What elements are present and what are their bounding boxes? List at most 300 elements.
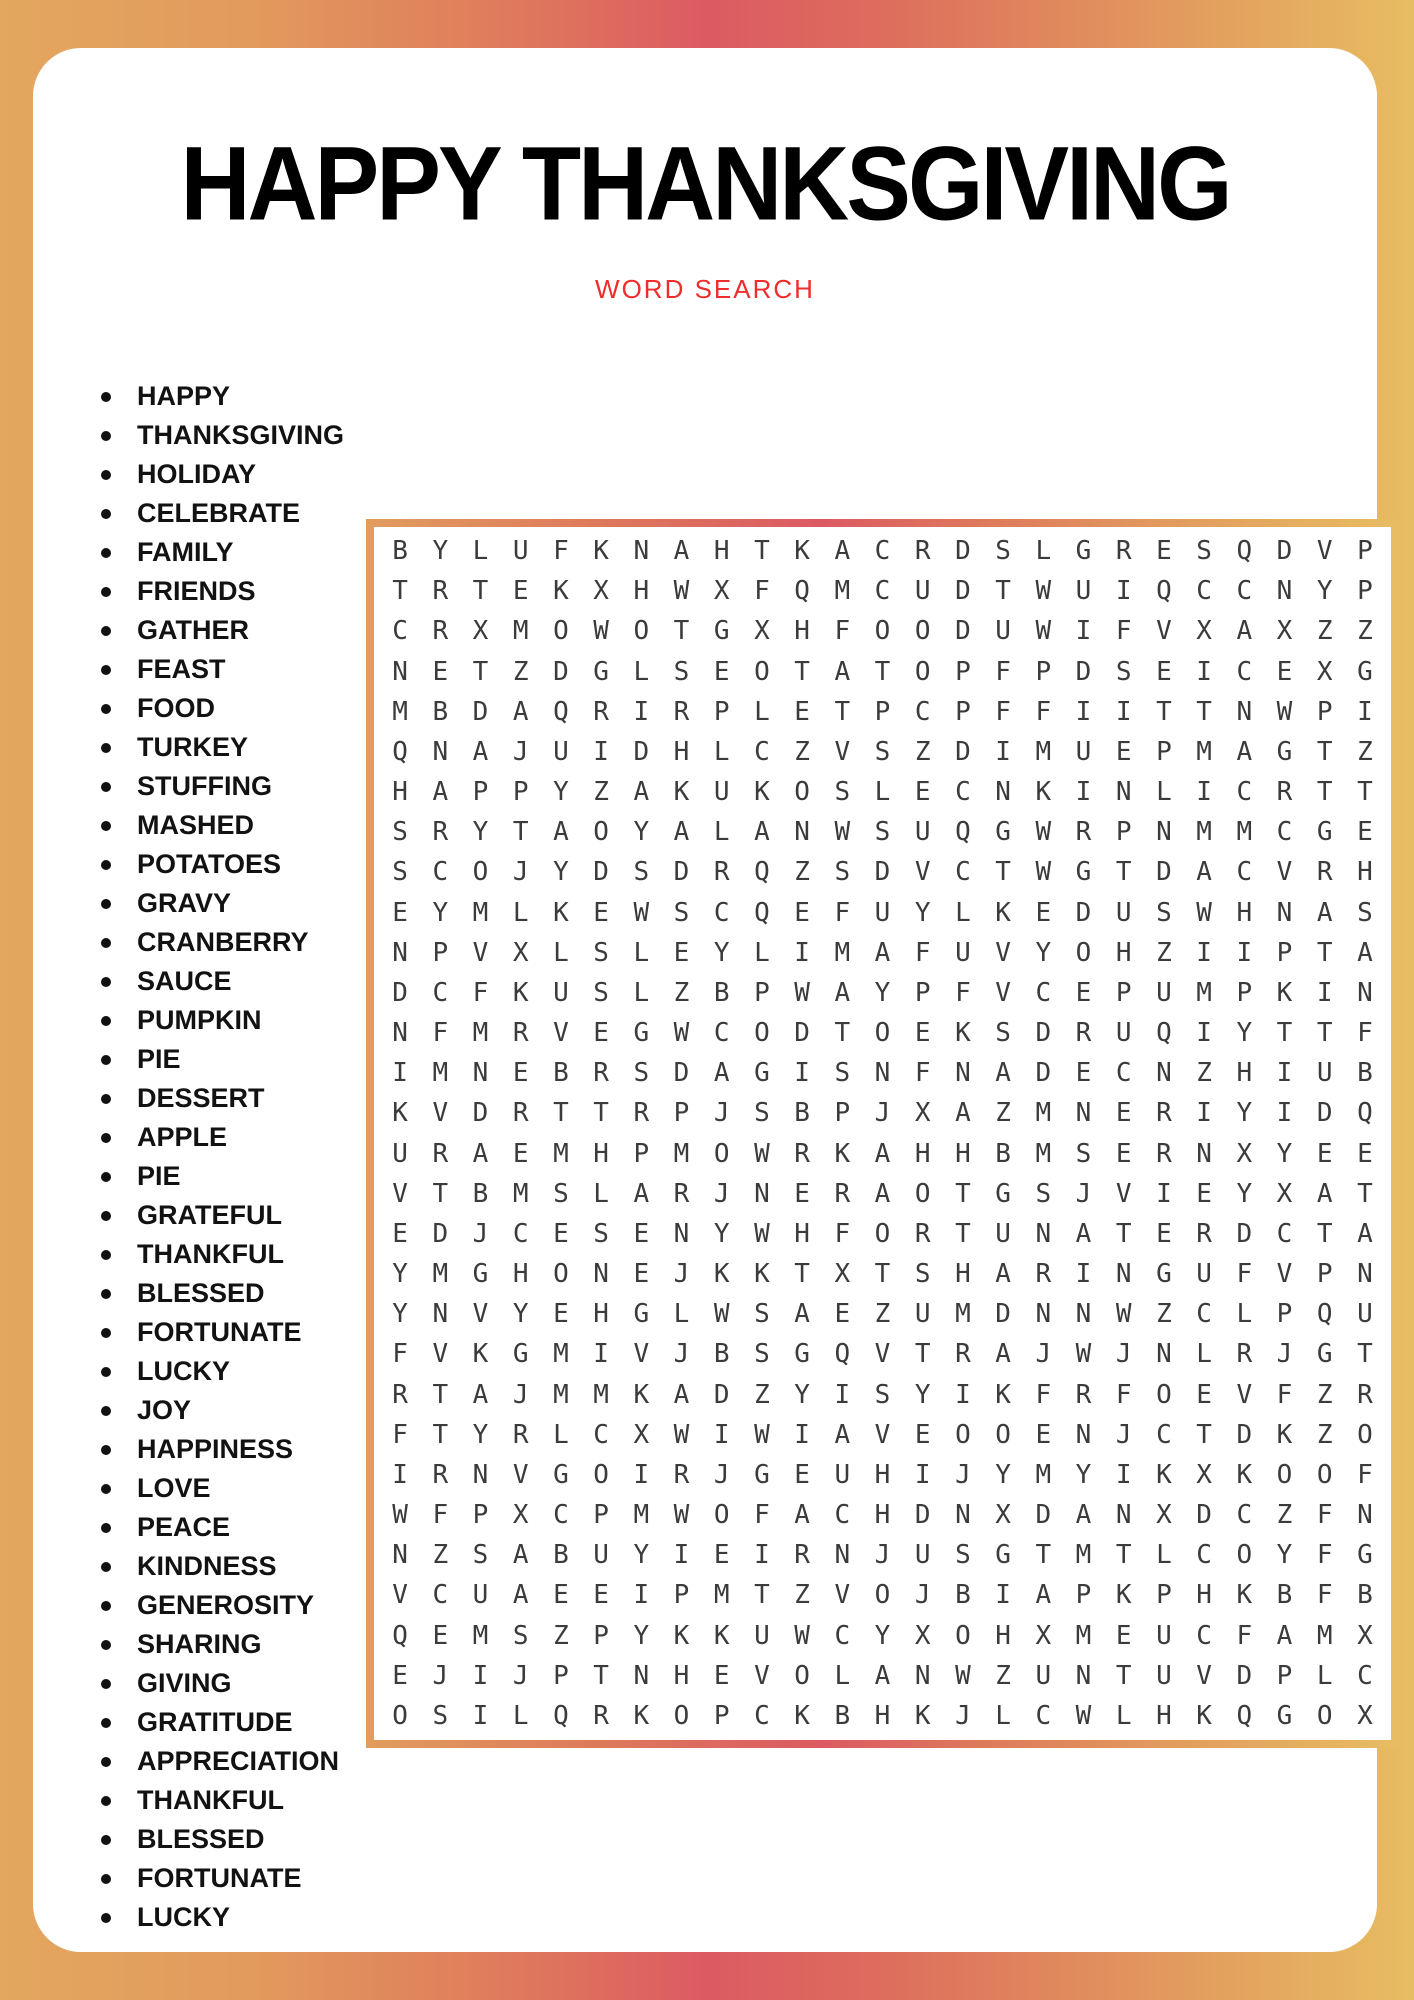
grid-letter[interactable]: N — [1357, 1259, 1373, 1290]
grid-letter[interactable]: A — [834, 656, 851, 687]
grid-letter[interactable]: I — [633, 1580, 650, 1611]
grid-letter[interactable]: D — [432, 1218, 449, 1249]
grid-letter[interactable]: C — [1236, 1500, 1253, 1531]
grid-letter[interactable]: U — [553, 977, 569, 1008]
grid-letter[interactable]: N — [472, 1058, 489, 1089]
grid-letter[interactable]: T — [1196, 1419, 1212, 1450]
grid-letter[interactable]: E — [1316, 1138, 1333, 1169]
grid-letter[interactable]: N — [1236, 696, 1253, 727]
grid-letter[interactable]: K — [1276, 977, 1293, 1008]
grid-letter[interactable]: J — [1276, 1339, 1293, 1370]
grid-letter[interactable]: Q — [955, 817, 971, 848]
grid-letter[interactable]: P — [593, 1620, 609, 1651]
grid-letter[interactable]: A — [995, 1339, 1011, 1370]
grid-letter[interactable]: C — [432, 1580, 449, 1611]
grid-letter[interactable]: P — [874, 696, 891, 727]
grid-letter[interactable]: L — [512, 1700, 529, 1731]
grid-letter[interactable]: A — [512, 1580, 529, 1611]
grid-letter[interactable]: T — [1196, 696, 1212, 727]
grid-letter[interactable]: K — [1236, 1459, 1253, 1490]
grid-letter[interactable]: P — [673, 1580, 690, 1611]
grid-letter[interactable]: H — [1236, 1058, 1253, 1089]
grid-letter[interactable]: K — [633, 1700, 650, 1731]
grid-letter[interactable]: W — [392, 1500, 408, 1531]
grid-letter[interactable]: C — [1035, 977, 1052, 1008]
grid-letter[interactable]: S — [392, 817, 408, 848]
grid-letter[interactable]: E — [633, 1218, 650, 1249]
grid-letter[interactable]: X — [914, 1098, 931, 1129]
grid-letter[interactable]: D — [1236, 1419, 1253, 1450]
grid-letter[interactable]: M — [1035, 736, 1052, 767]
grid-letter[interactable]: I — [914, 1459, 931, 1490]
grid-letter[interactable]: A — [874, 937, 891, 968]
grid-letter[interactable]: E — [1156, 656, 1172, 687]
grid-letter[interactable]: Y — [512, 1299, 529, 1330]
grid-letter[interactable]: B — [1357, 1580, 1373, 1611]
grid-letter[interactable]: R — [593, 1700, 609, 1731]
grid-letter[interactable]: H — [512, 1259, 529, 1290]
grid-letter[interactable]: Z — [1156, 937, 1172, 968]
grid-letter[interactable]: H — [874, 1500, 891, 1531]
grid-letter[interactable]: H — [593, 1299, 609, 1330]
grid-letter[interactable]: C — [1035, 1700, 1052, 1731]
grid-letter[interactable]: O — [794, 1660, 810, 1691]
grid-letter[interactable]: I — [1115, 1459, 1132, 1490]
grid-letter[interactable]: W — [754, 1419, 770, 1450]
grid-letter[interactable]: C — [874, 536, 891, 567]
grid-letter[interactable]: N — [1075, 1299, 1092, 1330]
grid-letter[interactable]: Y — [794, 1379, 810, 1410]
grid-letter[interactable]: D — [874, 857, 891, 888]
grid-letter[interactable]: T — [1316, 736, 1333, 767]
grid-letter[interactable]: D — [914, 1500, 931, 1531]
grid-letter[interactable]: L — [955, 897, 971, 928]
grid-letter[interactable]: L — [512, 897, 529, 928]
grid-letter[interactable]: D — [1075, 897, 1092, 928]
grid-letter[interactable]: A — [1236, 616, 1253, 647]
grid-letter[interactable]: R — [673, 696, 690, 727]
grid-letter[interactable]: A — [955, 1098, 971, 1129]
grid-letter[interactable]: E — [1035, 897, 1052, 928]
grid-letter[interactable]: N — [1156, 1339, 1172, 1370]
grid-letter[interactable]: T — [1357, 1339, 1373, 1370]
grid-letter[interactable]: M — [553, 1138, 569, 1169]
grid-letter[interactable]: H — [1357, 857, 1373, 888]
grid-letter[interactable]: A — [472, 1138, 489, 1169]
grid-letter[interactable]: F — [1035, 696, 1052, 727]
grid-letter[interactable]: N — [1075, 1419, 1092, 1450]
grid-letter[interactable]: O — [914, 656, 931, 687]
grid-letter[interactable]: H — [914, 1138, 931, 1169]
grid-letter[interactable]: K — [955, 1018, 971, 1049]
grid-letter[interactable]: W — [673, 1419, 690, 1450]
grid-letter[interactable]: R — [432, 1459, 449, 1490]
grid-letter[interactable]: I — [673, 1540, 690, 1571]
grid-letter[interactable]: E — [834, 1299, 851, 1330]
grid-letter[interactable]: G — [553, 1459, 569, 1490]
grid-letter[interactable]: A — [1357, 937, 1373, 968]
grid-letter[interactable]: Z — [995, 1660, 1011, 1691]
grid-letter[interactable]: S — [834, 777, 851, 808]
grid-letter[interactable]: O — [914, 616, 931, 647]
grid-letter[interactable]: P — [713, 1700, 730, 1731]
grid-letter[interactable]: F — [834, 616, 851, 647]
grid-letter[interactable]: P — [955, 656, 971, 687]
grid-letter[interactable]: R — [432, 817, 449, 848]
grid-letter[interactable]: V — [512, 1459, 529, 1490]
grid-letter[interactable]: R — [1075, 1018, 1092, 1049]
grid-letter[interactable]: H — [874, 1459, 891, 1490]
grid-letter[interactable]: P — [1357, 576, 1373, 607]
grid-letter[interactable]: E — [553, 1580, 569, 1611]
grid-letter[interactable]: R — [673, 1178, 690, 1209]
grid-letter[interactable]: H — [995, 1620, 1011, 1651]
grid-letter[interactable]: N — [432, 1299, 449, 1330]
grid-letter[interactable]: U — [553, 736, 569, 767]
grid-letter[interactable]: P — [1316, 696, 1333, 727]
grid-letter[interactable]: Y — [1236, 1178, 1253, 1209]
grid-letter[interactable]: E — [794, 696, 810, 727]
grid-letter[interactable]: N — [1156, 817, 1172, 848]
grid-letter[interactable]: F — [432, 1018, 449, 1049]
grid-letter[interactable]: Z — [914, 736, 931, 767]
grid-letter[interactable]: N — [593, 1259, 609, 1290]
grid-letter[interactable]: U — [1075, 576, 1092, 607]
grid-letter[interactable]: O — [713, 1138, 730, 1169]
grid-letter[interactable]: K — [472, 1339, 489, 1370]
grid-letter[interactable]: C — [834, 1620, 851, 1651]
grid-letter[interactable]: D — [995, 1299, 1011, 1330]
grid-letter[interactable]: K — [593, 536, 609, 567]
grid-letter[interactable]: E — [1357, 817, 1373, 848]
grid-letter[interactable]: I — [633, 696, 650, 727]
grid-letter[interactable]: B — [955, 1580, 971, 1611]
grid-letter[interactable]: P — [834, 1098, 851, 1129]
grid-letter[interactable]: W — [713, 1299, 730, 1330]
grid-letter[interactable]: C — [392, 616, 408, 647]
grid-letter[interactable]: P — [955, 696, 971, 727]
grid-letter[interactable]: U — [1156, 977, 1172, 1008]
grid-letter[interactable]: M — [1316, 1620, 1333, 1651]
grid-letter[interactable]: V — [995, 937, 1011, 968]
grid-letter[interactable]: T — [834, 696, 851, 727]
grid-letter[interactable]: D — [794, 1018, 810, 1049]
grid-letter[interactable]: T — [593, 1098, 609, 1129]
grid-letter[interactable]: R — [914, 1218, 931, 1249]
grid-letter[interactable]: K — [794, 1700, 810, 1731]
grid-letter[interactable]: O — [1316, 1700, 1333, 1731]
grid-letter[interactable]: R — [713, 857, 730, 888]
grid-letter[interactable]: R — [512, 1018, 529, 1049]
grid-letter[interactable]: I — [794, 1058, 810, 1089]
grid-letter[interactable]: P — [713, 696, 730, 727]
grid-letter[interactable]: N — [633, 1660, 650, 1691]
grid-letter[interactable]: R — [432, 1138, 449, 1169]
grid-letter[interactable]: F — [553, 536, 569, 567]
grid-letter[interactable]: M — [1035, 1459, 1052, 1490]
grid-letter[interactable]: Z — [673, 977, 690, 1008]
grid-letter[interactable]: V — [1196, 1660, 1212, 1691]
grid-letter[interactable]: J — [1035, 1339, 1052, 1370]
grid-letter[interactable]: S — [1115, 656, 1132, 687]
grid-letter[interactable]: W — [673, 576, 690, 607]
grid-letter[interactable]: F — [995, 656, 1011, 687]
grid-letter[interactable]: P — [1075, 1580, 1092, 1611]
grid-letter[interactable]: X — [472, 616, 489, 647]
grid-letter[interactable]: G — [995, 1540, 1011, 1571]
grid-letter[interactable]: L — [553, 937, 569, 968]
grid-letter[interactable]: H — [955, 1138, 971, 1169]
grid-letter[interactable]: U — [713, 777, 730, 808]
grid-letter[interactable]: D — [553, 656, 569, 687]
grid-letter[interactable]: V — [1276, 1259, 1293, 1290]
grid-letter[interactable]: T — [1357, 1178, 1373, 1209]
grid-letter[interactable]: I — [754, 1540, 770, 1571]
grid-letter[interactable]: F — [754, 1500, 770, 1531]
grid-letter[interactable]: M — [834, 937, 851, 968]
grid-letter[interactable]: N — [1357, 1500, 1373, 1531]
grid-letter[interactable]: G — [1276, 736, 1293, 767]
grid-letter[interactable]: W — [1196, 897, 1212, 928]
grid-letter[interactable]: N — [955, 1500, 971, 1531]
grid-letter[interactable]: V — [1156, 616, 1172, 647]
grid-letter[interactable]: R — [512, 1098, 529, 1129]
grid-letter[interactable]: O — [874, 1580, 891, 1611]
grid-letter[interactable]: X — [1316, 656, 1333, 687]
grid-letter[interactable]: M — [955, 1299, 971, 1330]
grid-letter[interactable]: C — [1236, 656, 1253, 687]
grid-letter[interactable]: X — [593, 576, 609, 607]
grid-letter[interactable]: L — [593, 1178, 609, 1209]
grid-letter[interactable]: X — [1357, 1700, 1373, 1731]
grid-letter[interactable]: A — [874, 1660, 891, 1691]
grid-letter[interactable]: I — [593, 1339, 609, 1370]
grid-letter[interactable]: O — [874, 616, 891, 647]
grid-letter[interactable]: F — [914, 937, 931, 968]
grid-letter[interactable]: U — [1035, 1660, 1052, 1691]
grid-letter[interactable]: F — [1357, 1459, 1373, 1490]
grid-letter[interactable]: B — [713, 977, 730, 1008]
grid-letter[interactable]: R — [1156, 1138, 1172, 1169]
grid-letter[interactable]: B — [713, 1339, 730, 1370]
grid-letter[interactable]: G — [713, 616, 730, 647]
grid-letter[interactable]: H — [713, 536, 730, 567]
grid-letter[interactable]: M — [1196, 977, 1212, 1008]
grid-letter[interactable]: H — [633, 576, 650, 607]
grid-letter[interactable]: S — [1357, 897, 1373, 928]
grid-letter[interactable]: C — [834, 1500, 851, 1531]
grid-letter[interactable]: D — [1035, 1058, 1052, 1089]
grid-letter[interactable]: R — [794, 1138, 810, 1169]
grid-letter[interactable]: I — [593, 736, 609, 767]
grid-letter[interactable]: V — [392, 1178, 408, 1209]
grid-letter[interactable]: N — [874, 1058, 891, 1089]
grid-letter[interactable]: P — [633, 1138, 650, 1169]
grid-letter[interactable]: F — [834, 897, 851, 928]
grid-letter[interactable]: V — [834, 736, 851, 767]
grid-letter[interactable]: D — [1035, 1500, 1052, 1531]
grid-letter[interactable]: P — [1357, 536, 1373, 567]
grid-letter[interactable]: J — [1075, 1178, 1092, 1209]
grid-letter[interactable]: T — [995, 857, 1011, 888]
grid-letter[interactable]: G — [1156, 1259, 1172, 1290]
grid-letter[interactable]: I — [1075, 696, 1092, 727]
grid-letter[interactable]: L — [633, 937, 650, 968]
grid-letter[interactable]: E — [1115, 1138, 1132, 1169]
grid-letter[interactable]: E — [1115, 1620, 1132, 1651]
grid-letter[interactable]: L — [1035, 536, 1052, 567]
grid-letter[interactable]: Z — [1196, 1058, 1212, 1089]
grid-letter[interactable]: J — [955, 1700, 971, 1731]
grid-letter[interactable]: J — [713, 1178, 730, 1209]
grid-letter[interactable]: Y — [874, 1620, 891, 1651]
grid-letter[interactable]: X — [512, 1500, 529, 1531]
grid-letter[interactable]: N — [392, 1018, 408, 1049]
grid-letter[interactable]: N — [1035, 1218, 1052, 1249]
grid-letter[interactable]: D — [673, 1058, 690, 1089]
grid-letter[interactable]: T — [432, 1178, 449, 1209]
grid-letter[interactable]: J — [432, 1660, 449, 1691]
grid-letter[interactable]: O — [1236, 1540, 1253, 1571]
grid-letter[interactable]: N — [1156, 1058, 1172, 1089]
grid-letter[interactable]: T — [512, 817, 529, 848]
grid-letter[interactable]: P — [1156, 736, 1172, 767]
grid-letter[interactable]: C — [1156, 1419, 1172, 1450]
grid-letter[interactable]: I — [1196, 1098, 1212, 1129]
grid-letter[interactable]: D — [1316, 1098, 1333, 1129]
grid-letter[interactable]: T — [1276, 1018, 1293, 1049]
grid-letter[interactable]: G — [593, 656, 609, 687]
grid-letter[interactable]: T — [1316, 1018, 1333, 1049]
grid-letter[interactable]: W — [754, 1218, 770, 1249]
grid-letter[interactable]: Q — [754, 897, 770, 928]
grid-letter[interactable]: C — [512, 1218, 529, 1249]
grid-letter[interactable]: X — [754, 616, 770, 647]
grid-letter[interactable]: E — [914, 777, 931, 808]
grid-letter[interactable]: Q — [1156, 1018, 1172, 1049]
grid-letter[interactable]: N — [1357, 977, 1373, 1008]
grid-letter[interactable]: N — [1115, 777, 1132, 808]
grid-letter[interactable]: E — [1075, 977, 1092, 1008]
grid-letter[interactable]: P — [1276, 1299, 1293, 1330]
grid-letter[interactable]: S — [955, 1540, 971, 1571]
grid-letter[interactable]: M — [1196, 817, 1212, 848]
grid-letter[interactable]: W — [673, 1500, 690, 1531]
grid-letter[interactable]: S — [1035, 1178, 1052, 1209]
grid-letter[interactable]: M — [593, 1379, 609, 1410]
grid-letter[interactable]: X — [1236, 1138, 1253, 1169]
grid-letter[interactable]: O — [955, 1419, 971, 1450]
grid-letter[interactable]: N — [472, 1459, 489, 1490]
grid-letter[interactable]: X — [914, 1620, 931, 1651]
grid-letter[interactable]: S — [1196, 536, 1212, 567]
grid-letter[interactable]: S — [914, 1259, 931, 1290]
grid-letter[interactable]: N — [995, 777, 1011, 808]
grid-letter[interactable]: E — [1075, 1058, 1092, 1089]
grid-letter[interactable]: F — [1316, 1540, 1333, 1571]
grid-letter[interactable]: R — [633, 1098, 650, 1129]
grid-letter[interactable]: N — [673, 1218, 690, 1249]
grid-letter[interactable]: D — [1276, 536, 1293, 567]
grid-letter[interactable]: C — [1115, 1058, 1132, 1089]
grid-letter[interactable]: M — [553, 1379, 569, 1410]
grid-letter[interactable]: H — [1156, 1700, 1172, 1731]
grid-letter[interactable]: S — [995, 536, 1011, 567]
grid-letter[interactable]: N — [834, 1540, 851, 1571]
grid-letter[interactable]: L — [633, 656, 650, 687]
grid-letter[interactable]: B — [553, 1058, 569, 1089]
grid-letter[interactable]: L — [834, 1660, 851, 1691]
grid-letter[interactable]: J — [472, 1218, 489, 1249]
grid-letter[interactable]: A — [553, 817, 569, 848]
grid-letter[interactable]: U — [914, 576, 931, 607]
grid-letter[interactable]: X — [713, 576, 730, 607]
grid-letter[interactable]: E — [593, 1018, 609, 1049]
grid-letter[interactable]: S — [874, 736, 891, 767]
grid-letter[interactable]: E — [1196, 1379, 1212, 1410]
grid-letter[interactable]: I — [472, 1700, 489, 1731]
grid-letter[interactable]: Z — [593, 777, 609, 808]
grid-letter[interactable]: K — [794, 536, 810, 567]
grid-letter[interactable]: C — [1276, 817, 1293, 848]
grid-letter[interactable]: A — [432, 777, 449, 808]
grid-letter[interactable]: T — [874, 656, 891, 687]
grid-letter[interactable]: W — [794, 1620, 810, 1651]
grid-letter[interactable]: T — [794, 656, 810, 687]
grid-letter[interactable]: W — [1075, 1700, 1092, 1731]
grid-letter[interactable]: Y — [553, 857, 569, 888]
grid-letter[interactable]: D — [392, 977, 408, 1008]
grid-letter[interactable]: U — [1156, 1660, 1172, 1691]
grid-letter[interactable]: U — [1115, 897, 1132, 928]
grid-letter[interactable]: G — [633, 1018, 650, 1049]
grid-letter[interactable]: U — [1357, 1299, 1373, 1330]
grid-letter[interactable]: N — [1276, 576, 1293, 607]
grid-letter[interactable]: A — [673, 817, 690, 848]
grid-letter[interactable]: I — [1276, 1058, 1293, 1089]
grid-letter[interactable]: A — [754, 817, 770, 848]
grid-letter[interactable]: I — [1276, 1098, 1293, 1129]
grid-letter[interactable]: C — [874, 576, 891, 607]
grid-letter[interactable]: N — [1035, 1299, 1052, 1330]
grid-letter[interactable]: D — [593, 857, 609, 888]
grid-letter[interactable]: E — [1156, 536, 1172, 567]
grid-letter[interactable]: S — [673, 897, 690, 928]
grid-letter[interactable]: F — [1316, 1580, 1333, 1611]
grid-letter[interactable]: J — [673, 1339, 690, 1370]
grid-letter[interactable]: G — [754, 1459, 770, 1490]
grid-letter[interactable]: F — [1357, 1018, 1373, 1049]
grid-letter[interactable]: C — [754, 736, 770, 767]
grid-letter[interactable]: F — [914, 1058, 931, 1089]
grid-letter[interactable]: G — [1276, 1700, 1293, 1731]
grid-letter[interactable]: T — [432, 1419, 449, 1450]
grid-letter[interactable]: S — [593, 1218, 609, 1249]
grid-letter[interactable]: R — [1115, 536, 1132, 567]
grid-letter[interactable]: E — [432, 1620, 449, 1651]
grid-letter[interactable]: P — [472, 1500, 489, 1531]
grid-letter[interactable]: W — [834, 817, 851, 848]
grid-letter[interactable]: R — [1276, 777, 1293, 808]
grid-letter[interactable]: X — [1196, 616, 1212, 647]
grid-letter[interactable]: U — [1316, 1058, 1333, 1089]
grid-letter[interactable]: Q — [553, 1700, 569, 1731]
grid-letter[interactable]: V — [1236, 1379, 1253, 1410]
grid-letter[interactable]: I — [1196, 937, 1212, 968]
grid-letter[interactable]: R — [1075, 817, 1092, 848]
grid-letter[interactable]: N — [794, 817, 810, 848]
grid-letter[interactable]: Y — [633, 1540, 650, 1571]
